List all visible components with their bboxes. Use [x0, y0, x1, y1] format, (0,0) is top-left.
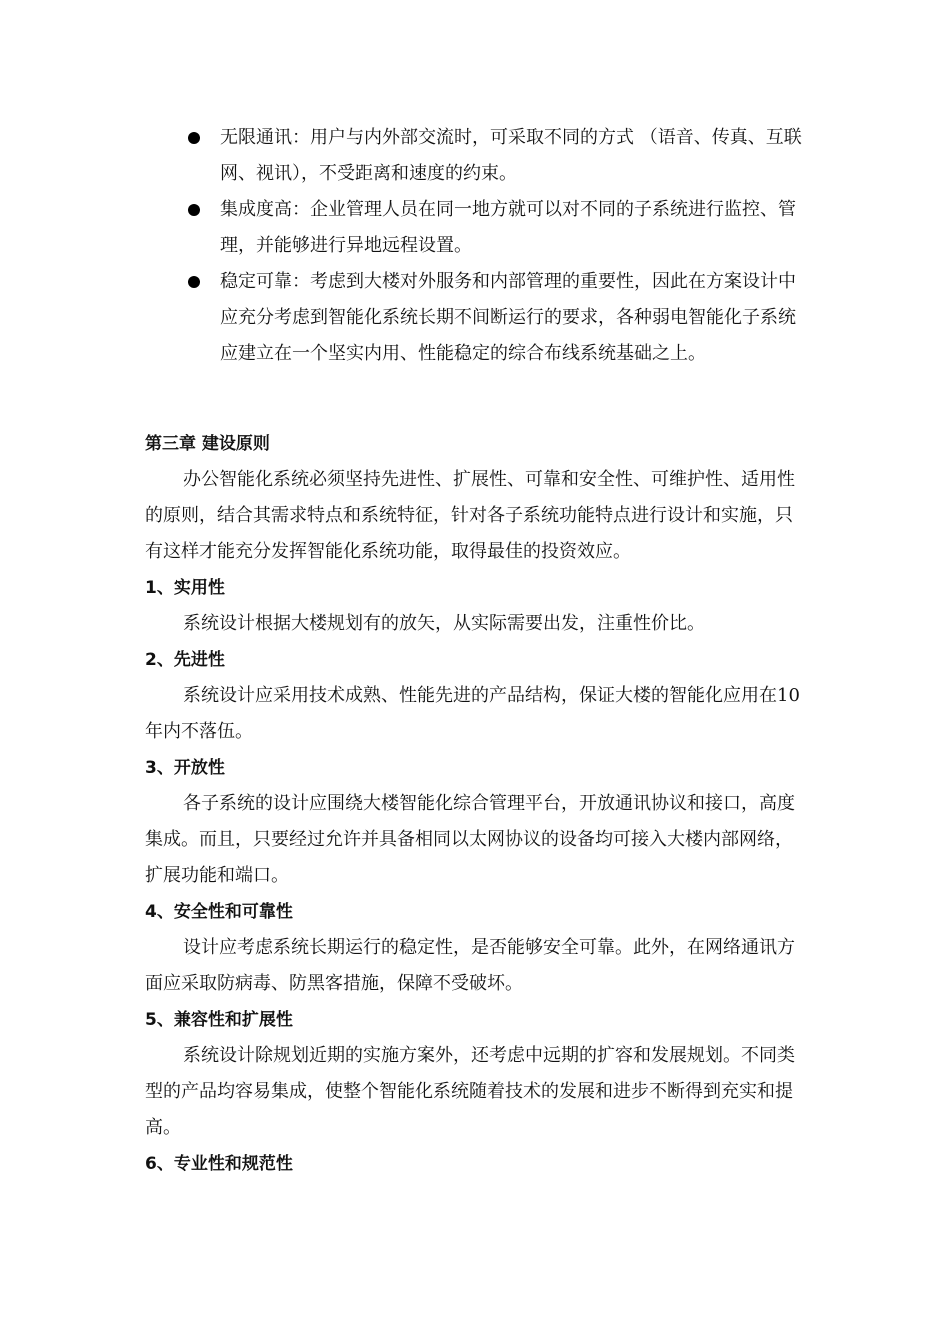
section-text: 系统设计应采用技术成熟、性能先进的产品结构，保证大楼的智能化应用在10年内不落伍。	[145, 685, 800, 742]
section-heading: 2、先进性	[145, 650, 225, 670]
bullet-text: 稳定可靠：考虑到大楼对外服务和内部管理的重要性，因此在方案设计中应充分考虑到智能化系统长期不间断运行的要求，各种弱电智能化子系统应建立在一个坚实内用、性能稳定的综合布线系统基础之上。	[220, 271, 796, 364]
bullet-item	[186, 264, 806, 372]
section-text: 各子系统的设计应围绕大楼智能化综合管理平台，开放通讯协议和接口，高度集成。而且，只要经过允许并具备相同以太网协议的设备均可接入大楼内部网络，扩展功能和端口。	[145, 793, 795, 886]
bullet-dot-icon	[188, 204, 200, 216]
section-text: 系统设计根据大楼规划有的放矢，从实际需要出发，注重性价比。	[183, 613, 705, 634]
chapter-intro: 办公智能化系统必须坚持先进性、扩展性、可靠和安全性、可维护性、适用性的原则，结合其需求特点和系统特征，针对各子系统功能特点进行设计和实施，只有这样才能充分发挥智能化系统功能，取得最佳的投资效应。	[145, 469, 795, 562]
chapter-title: 第三章 建设原则	[145, 434, 270, 454]
section-heading: 6、专业性和规范性	[145, 1154, 293, 1174]
section-heading: 5、兼容性和扩展性	[145, 1010, 293, 1030]
section-heading: 4、安全性和可靠性	[145, 902, 293, 922]
feature-bullet-list	[186, 120, 806, 372]
bullet-text: 无限通讯：用户与内外部交流时，可采取不同的方式 （语音、传真、互联网、视讯），不受距离和速度的约束。	[220, 127, 802, 184]
bullet-text: 集成度高：企业管理人员在同一地方就可以对不同的子系统进行监控、管理，并能够进行异地远程设置。	[220, 199, 796, 256]
section-text: 设计应考虑系统长期运行的稳定性，是否能够安全可靠。此外，在网络通讯方面应采取防病毒、防黑客措施，保障不受破坏。	[145, 937, 795, 994]
bullet-item	[186, 192, 806, 264]
section-heading: 3、开放性	[145, 758, 225, 778]
chapter-content	[145, 426, 810, 1182]
bullet-item	[186, 120, 806, 192]
section-text: 系统设计除规划近期的实施方案外，还考虑中远期的扩容和发展规划。不同类型的产品均容易集成，使整个智能化系统随着技术的发展和进步不断得到充实和提高。	[145, 1045, 795, 1138]
bullet-dot-icon	[188, 132, 200, 144]
section-heading: 1、实用性	[145, 578, 225, 598]
bullet-dot-icon	[188, 276, 200, 288]
